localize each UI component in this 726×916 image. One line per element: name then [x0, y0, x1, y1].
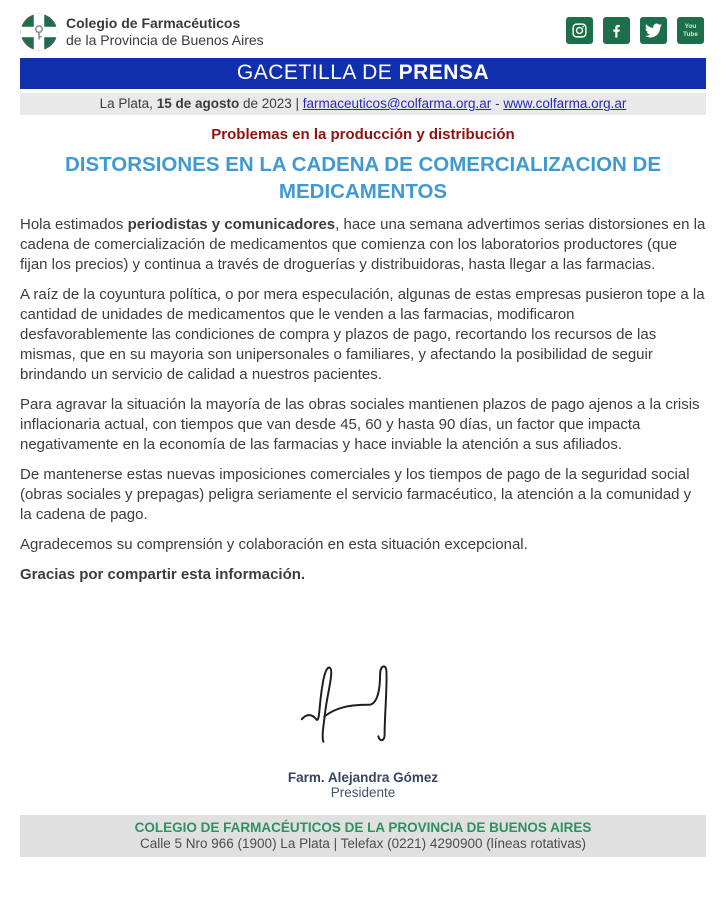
kicker: Problemas en la producción y distribución — [211, 126, 515, 143]
dateline-date: 15 de agosto — [156, 96, 240, 111]
dateline-separator: - — [491, 96, 504, 111]
signer-title: Presidente — [330, 785, 396, 801]
dateline-year: de 2023 | — [239, 96, 303, 111]
paragraph-2: A raíz de la coyuntura política, o por mera especulación, algunas de estas empresas pusieron tope a la cantidad de unidades de medicamentos que le venden a las farmacias, modificaron desfavorablemente las condiciones de compra y plazos de pago, recortando los recursos de las mismas, que en su mayoria son unipersonales o familiares, y afectando la posibilidad de seguir brindando un servicio de calidad a nuestros pacientes. — [20, 286, 705, 384]
org-name-line2: de la Provincia de Buenos Aires — [66, 32, 264, 48]
dateline — [20, 93, 706, 115]
closing-line: Gracias por compartir esta información. — [20, 566, 306, 584]
paragraph-1: Hola estimados periodistas y comunicadores, hace una semana advertimos serias distorsiones en la cadena de comercialización de medicamentos que comienza con los laboratorios productores (que fijan los precios) y continua a través de droguerías y distribuidoras, hasta llegar a las farmacias. — [20, 216, 706, 274]
header — [0, 0, 726, 56]
paragraph-5: Agradecemos su comprensión y colaboración en esta situación excepcional. — [20, 536, 528, 554]
dateline-city: La Plata, — [99, 96, 157, 111]
facebook-icon[interactable] — [603, 17, 630, 44]
instagram-icon[interactable] — [566, 17, 593, 44]
banner-text-regular: GACETILLA DE — [236, 61, 399, 84]
footer — [20, 815, 706, 857]
org-name-line1: Colegio de Farmacéuticos — [66, 14, 241, 31]
footer-org-name: COLEGIO DE FARMACÉUTICOS DE LA PROVINCIA DE BUENOS AIRES — [134, 820, 592, 836]
handwritten-signature — [288, 649, 438, 762]
twitter-icon[interactable] — [640, 17, 667, 44]
press-banner — [20, 58, 706, 89]
footer-address: Calle 5 Nro 966 (1900) La Plata | Telefax (0221) 4290900 (líneas rotativas) — [139, 836, 587, 852]
paragraph-3: Para agravar la situación la mayoría de las obras sociales mantienen plazos de pago ajenos a la crisis inflacionaria actual, con tiempos que van desde 45, 60 y hasta 90 días, un factor que impacta negativamente en la economía de las farmacias y hace inviable la atención a sus afiliados. — [20, 396, 700, 454]
website-link[interactable]: www.colfarma.org.ar — [503, 96, 627, 111]
signature-block — [0, 649, 726, 800]
article-body — [20, 215, 706, 585]
social-links — [566, 13, 704, 44]
youtube-icon[interactable]: You Tube — [677, 17, 704, 44]
signer-name: Farm. Alejandra Gómez — [287, 770, 439, 786]
headline: DISTORSIONES EN LA CADENA DE COMERCIALIZACION DE MEDICAMENTOS — [64, 153, 662, 203]
banner-text-bold: PRENSA — [398, 61, 490, 84]
email-link[interactable]: farmaceuticos@colfarma.org.ar — [302, 96, 492, 111]
paragraph-1-bold: periodistas y comunicadores — [127, 216, 336, 234]
org-brand — [20, 13, 264, 51]
org-name — [66, 15, 264, 49]
paragraph-4: De mantenerse estas nuevas imposiciones comerciales y los tiempos de pago de la seguridad social (obras sociales y prepagas) peligra seriamente el servicio farmacéutico, la atención a la comunidad y la cadena de pago. — [20, 466, 692, 524]
pharmacy-cross-logo-icon — [20, 13, 58, 51]
